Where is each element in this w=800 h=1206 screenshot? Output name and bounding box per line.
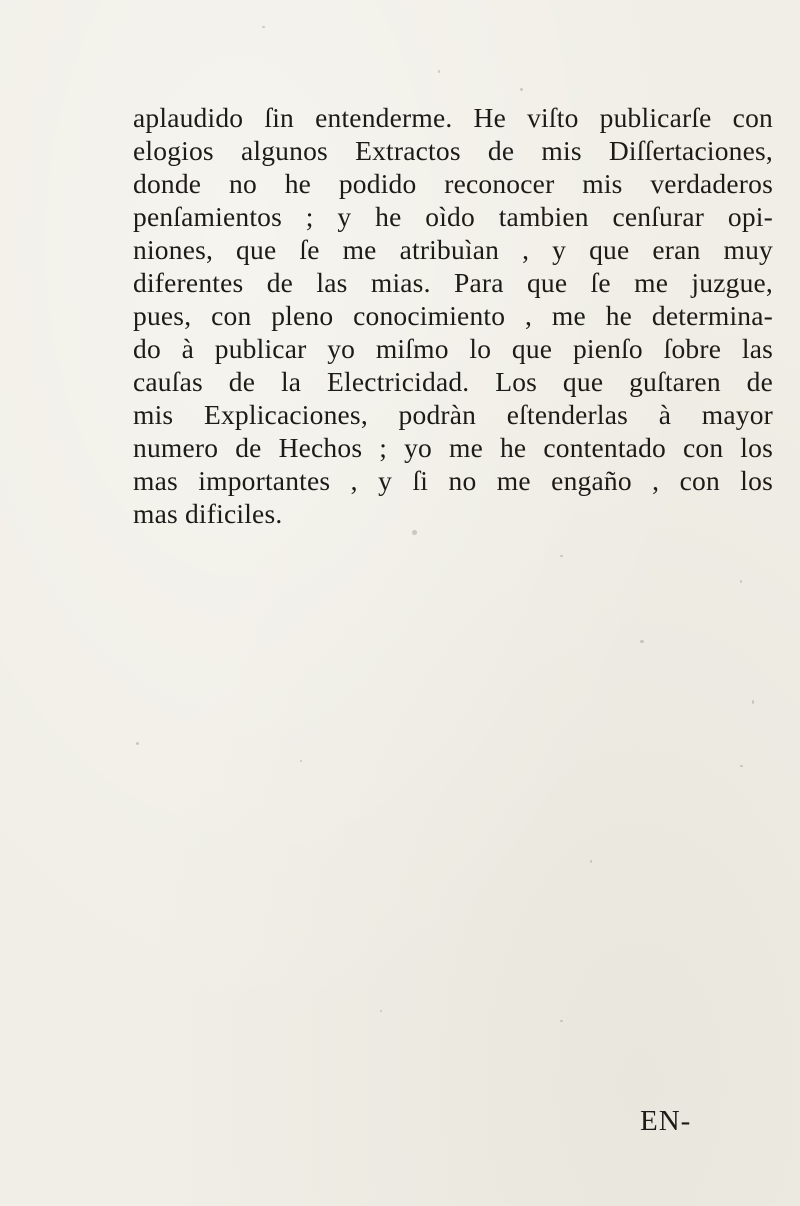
text-line: niones, que ſe me atribuìan , y que eran muy — [133, 234, 773, 265]
paper-speck — [136, 742, 139, 745]
text-line: mas dificiles. — [133, 498, 283, 529]
paper-speck — [520, 88, 523, 91]
text-line: numero de Hechos ; yo me he contentado con los — [133, 432, 773, 463]
paper-speck — [412, 530, 417, 535]
text-line: penſamientos ; y he oìdo tambien cenſurar opi- — [133, 201, 773, 232]
body-text — [133, 101, 773, 530]
catchword: EN- — [640, 1105, 692, 1137]
paper-speck — [560, 555, 563, 557]
paper-speck — [560, 1020, 563, 1022]
text-line: donde no he podido reconocer mis verdaderos — [133, 168, 773, 199]
text-line: mis Explicaciones, podràn eſtenderlas à mayor — [133, 399, 773, 430]
text-line: pues, con pleno conocimiento , me he determina- — [133, 300, 773, 331]
paper-speck — [300, 760, 302, 762]
paper-speck — [752, 700, 754, 704]
paper-speck — [740, 765, 743, 767]
text-line: do à publicar yo miſmo lo que pienſo ſobre las — [133, 333, 773, 364]
text-line: elogios algunos Extractos de mis Diſſertaciones, — [133, 135, 773, 166]
paper-speck — [262, 26, 265, 28]
paper-speck — [740, 580, 742, 583]
paper-speck — [590, 860, 592, 863]
paper-speck — [438, 70, 440, 73]
text-line: diferentes de las mias. Para que ſe me juzgue, — [133, 267, 773, 298]
text-line: cauſas de la Electricidad. Los que guſtaren de — [133, 366, 773, 397]
paper-speck — [640, 640, 644, 643]
text-line: aplaudido ſin entenderme. He viſto publicarſe con — [133, 102, 773, 133]
paper-speck — [380, 1010, 382, 1012]
text-line: mas importantes , y ſi no me engaño , con los — [133, 465, 773, 496]
